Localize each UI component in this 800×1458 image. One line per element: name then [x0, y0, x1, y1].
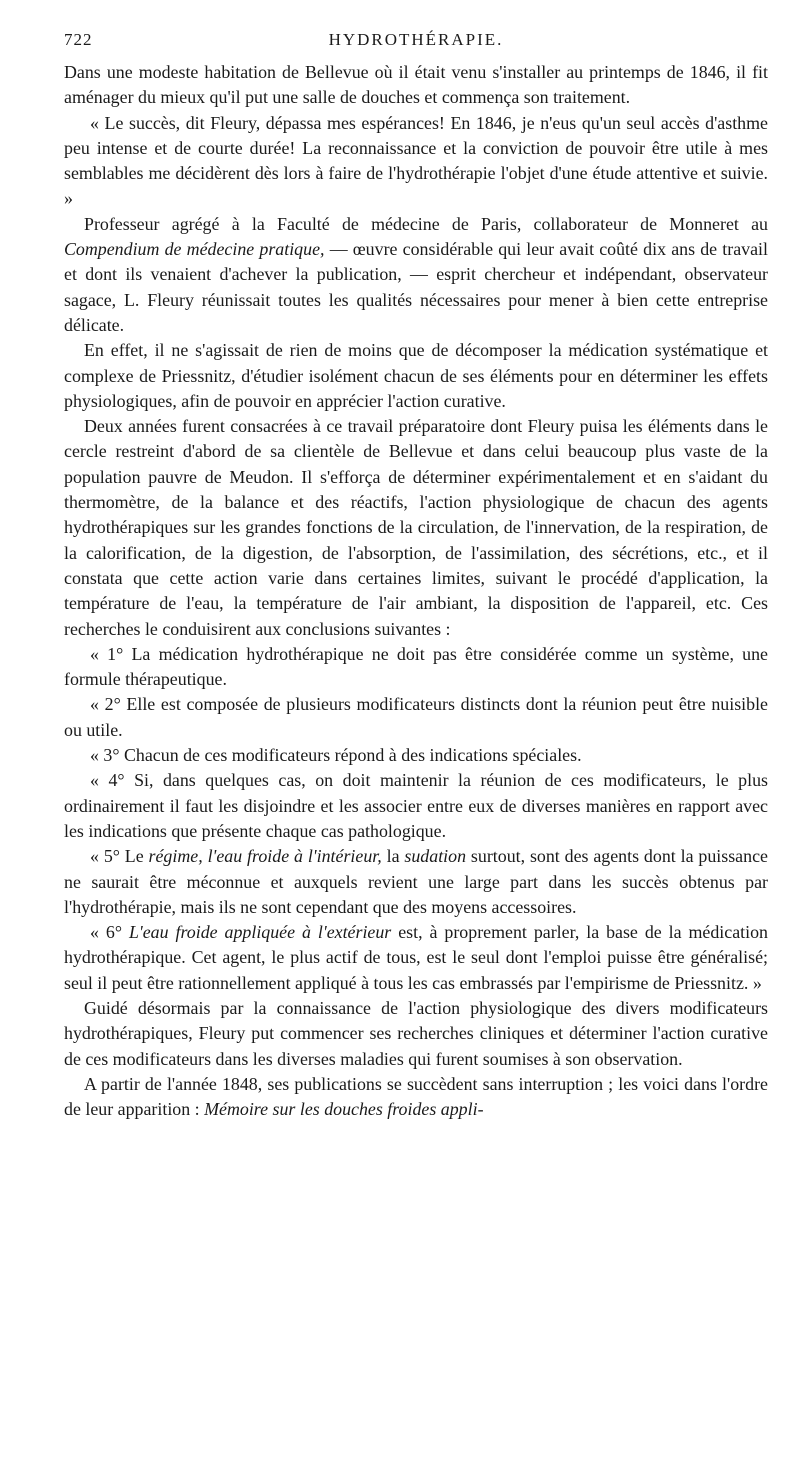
- paragraph: [64, 212, 768, 338]
- paragraph: En effet, il ne s'agissait de rien de moins que de décomposer la médication systématique et complexe de Priessnitz, d'étudier isolément chacun de ses éléments pour en déterminer les effets physiologiques, afin de pouvoir en apprécier l'action curative.: [64, 340, 768, 411]
- paragraph: Guidé désormais par la connaissance de l'action physiologique des divers modificateurs hydrothérapiques, Fleury put commencer ses recherches cliniques et déterminer l'action curative de ces modificateurs dans les diverses maladies qui furent soumises à son observation.: [64, 997, 768, 1069]
- running-header: [64, 30, 768, 56]
- italic-title: Compendium de médecine pratique,: [64, 239, 325, 260]
- quote-paragraph: [64, 920, 768, 996]
- text-run: A partir de l'année 1848, ses publications se succèdent sans interruption ; les voici dans l'ordre de leur apparition :: [64, 1073, 768, 1120]
- text-run: Professeur agrégé à la Faculté de médecine de Paris, collaborateur de Monneret au: [84, 213, 768, 234]
- paragraph: Dans une modeste habitation de Bellevue où il était venu s'installer au printemps de 1846, il fit aménager du mieux qu'il put une salle de douches et commença son traitement.: [64, 62, 768, 108]
- italic-term: régime,: [148, 846, 203, 867]
- text-run: « 6°: [90, 922, 122, 943]
- italic-title: Mémoire sur les douches froides appli-: [204, 1099, 484, 1120]
- paragraph: [64, 1072, 768, 1123]
- text-run: surtout, sont des agents dont la puissance ne saurait être méconnue et auxquels revient une large part dans les succès obtenus par l'hydrothérapie, mais ils ne sont cependant que des moyens accessoires.: [64, 846, 768, 917]
- quote-paragraph: « 1° La médication hydrothérapique ne doit pas être considérée comme un système, une formule thérapeutique.: [64, 643, 768, 690]
- italic-term: l'eau froide à l'intérieur,: [207, 846, 382, 867]
- quote-paragraph: « 2° Elle est composée de plusieurs modificateurs distincts dont la réunion peut être nuisible ou utile.: [64, 694, 768, 740]
- page-number: 722: [64, 30, 93, 49]
- quote-paragraph: « Le succès, dit Fleury, dépassa mes espérances! En 1846, je n'eus qu'un seul accès d'asthme peu intense et de courte durée! La reconnaissance et la conviction de pouvoir être utile à mes semblables me décidèrent dès lors à faire de l'hydrothérapie l'objet d'une étude attentive et suivie. »: [64, 112, 768, 209]
- quote-paragraph: [64, 844, 768, 920]
- text-run: est, à proprement parler, la base de la médication hydrothérapique. Cet agent, le plus actif de tous, est le seul dont l'emploi puisse être généralisé; seul il peut être rationnellement appliqué à tous les cas embrassés par l'empirisme de Priessnitz. »: [64, 922, 768, 993]
- text-run: « 5° Le: [90, 846, 144, 867]
- paragraph: Deux années furent consacrées à ce travail préparatoire dont Fleury puisa les éléments dans le cercle restreint d'abord de sa clientèle de Bellevue et dans celui beaucoup plus vaste de la population pauvre de Meudon. Il s'efforça de déterminer expérimentalement et en s'aidant du thermomètre, de la balance et des réactifs, l'action physiologique de chacun des agents hydrothérapiques sur les grandes fonctions de la circulation, de l'innervation, de la respiration, de la calorification, de la digestion, de l'absorption, de l'assimilation, des sécrétions, etc., et il constata que cette action varie dans certaines limites, suivant le procédé d'application, la température de l'eau, la température de l'air ambiant, la disposition de l'appareil, etc. Ces recherches le conduisirent aux conclusions suivantes :: [64, 416, 768, 639]
- italic-term: L'eau froide appliquée à l'extérieur: [128, 922, 392, 943]
- text-run: la: [386, 846, 400, 867]
- running-title: HYDROTHÉRAPIE.: [328, 30, 504, 49]
- italic-term: sudation: [404, 846, 467, 867]
- quote-paragraph: « 4° Si, dans quelques cas, on doit maintenir la réunion de ces modificateurs, le plus ordinairement il faut les disjoindre et les associer entre eux de diverses manières en rapport avec les indications que présente chaque cas pathologique.: [64, 770, 768, 841]
- quote-paragraph: « 3° Chacun de ces modificateurs répond à des indications spéciales.: [90, 745, 582, 766]
- page-body: [64, 60, 768, 1122]
- text-run: — œuvre considérable qui leur avait coûté dix ans de travail et dont ils venaient d'achever la publication, — esprit chercheur et indépendant, observateur sagace, L. Fleury réunissait toutes les qualités nécessaires pour mener à bien cette entreprise délicate.: [64, 239, 768, 335]
